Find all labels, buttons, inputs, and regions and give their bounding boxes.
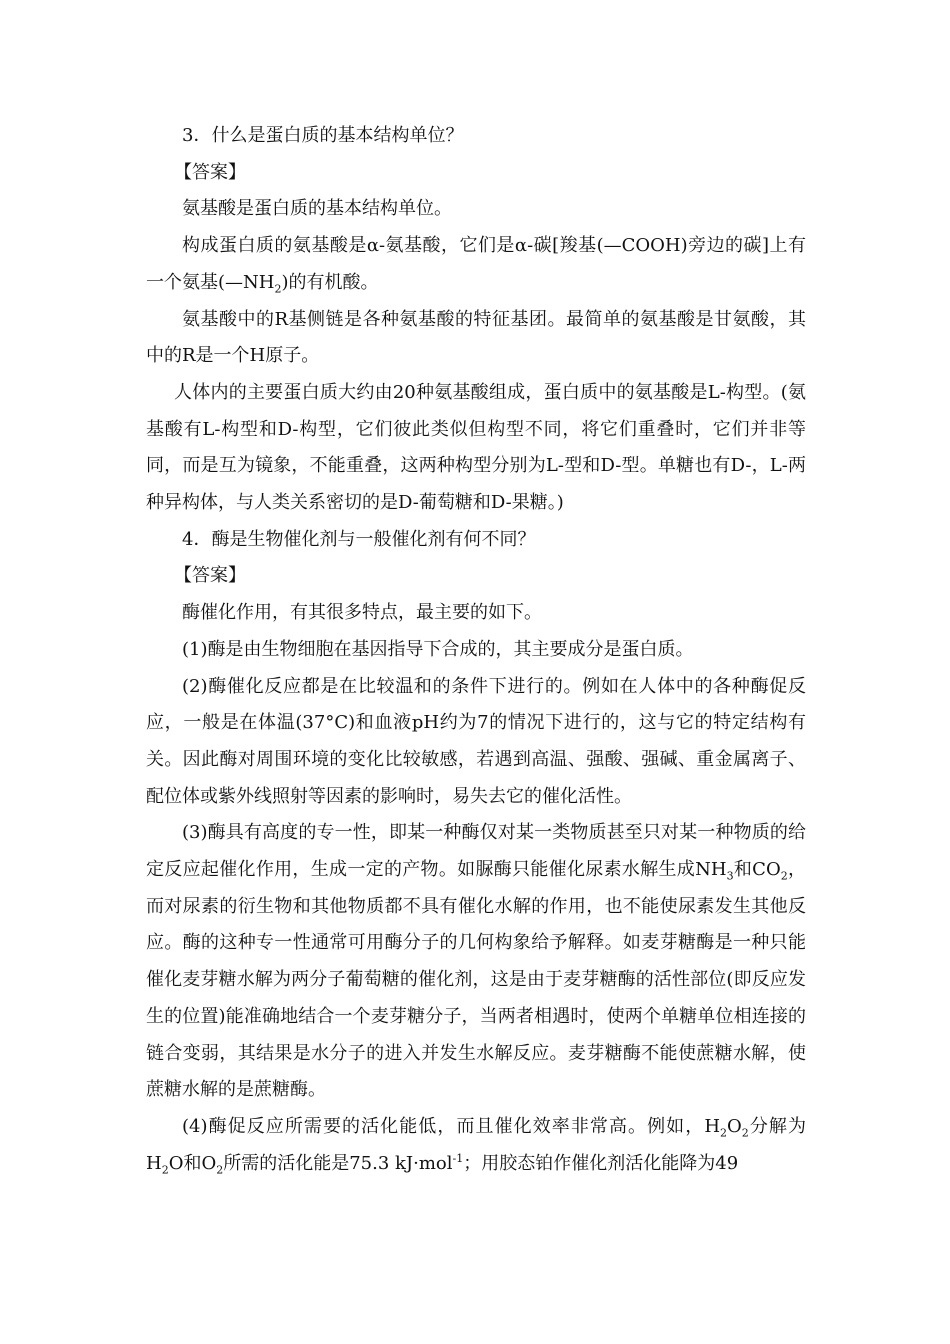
document-page — [146, 118, 806, 1182]
question-4-answer-tag: 【答案】 — [174, 565, 246, 587]
subscript: 3 — [726, 869, 734, 883]
text-segment: 构成蛋白质的氨基酸是α-氨基酸，它们是α-碳[羧基(—COOH)旁边的碳]上有一个氨基(—NH — [146, 235, 806, 293]
question-3-answer-paragraph-1: 氨基酸是蛋白质的基本结构单位。 — [182, 198, 452, 220]
superscript: -1 — [452, 1151, 464, 1165]
subscript: 2 — [274, 282, 282, 296]
question-4-heading: 4．酶是生物催化剂与一般催化剂有何不同？ — [182, 528, 536, 550]
text-segment: ，而对尿素的衍生物和其他物质都不具有催化水解的作用，也不能使尿素发生其他反应。酶的这种专一性通常可用酶分子的几何构象给予解释。如麦芽糖酶是一种只能催化麦芽糖水解为两分子葡萄糖的催化剂，这是由于麦芽糖酶的活性部位(即反应发生的位置)能准确地结合一个麦芽糖分子，当两者相遇时，使两个单糖单位相连接的链合变弱，其结果是水分子的进入并发生水解反应。麦芽糖酶不能使蔗糖水解，使蔗糖水解的是蔗糖酶。 — [146, 859, 807, 1101]
question-4-answer-paragraph-1: 酶催化作用，有其很多特点，最主要的如下。 — [182, 602, 542, 624]
text-segment: 所需的活化能是75.3 kJ·mol — [223, 1152, 453, 1174]
question-4-answer-paragraph-2: (1)酶是由生物细胞在基因指导下合成的，其主要成分是蛋白质。 — [182, 638, 694, 660]
question-4-answer-paragraph-4 — [146, 815, 806, 1109]
subscript: 2 — [720, 1126, 728, 1140]
question-4-answer-paragraph-3: (2)酶催化反应都是在比较温和的条件下进行的。例如在人体中的各种酶促反应，一般是在体温(37°C)和血液pH约为7的情况下进行的，这与它的特定结构有关。因此酶对周围环境的变化比较敏感，若遇到高温、强酸、强碱、重金属离子、配位体或紫外线照射等因素的影响时，易失去它的催化活性。 — [146, 675, 806, 807]
subscript: 2 — [780, 869, 788, 883]
text-segment: (4)酶促反应所需要的活化能低，而且催化效率非常高。例如，H — [182, 1115, 721, 1137]
text-segment: 和CO — [733, 859, 781, 881]
question-3-answer-paragraph-2 — [146, 228, 806, 301]
text-segment: O — [727, 1115, 742, 1137]
text-segment: )的有机酸。 — [281, 271, 379, 293]
question-3-heading: 3．什么是蛋白质的基本结构单位？ — [182, 125, 464, 146]
text-segment: 分解为H — [146, 1115, 806, 1174]
question-4-answer-paragraph-5 — [146, 1109, 806, 1182]
subscript: 2 — [161, 1163, 169, 1177]
question-3-answer-paragraph-4: 人体内的主要蛋白质大约由20种氨基酸组成，蛋白质中的氨基酸是L-构型。(氨基酸有L-构型和D-构型，它们彼此类似但构型不同，将它们重叠时，它们并非等同，而是互为镜象，不能重叠，这两种构型分别为L-型和D-型。单糖也有D-，L-两种异构体，与人类关系密切的是D-葡萄糖和D-果糖。) — [146, 381, 806, 514]
question-3-answer-paragraph-3: 氨基酸中的R基侧链是各种氨基酸的特征基团。最简单的氨基酸是甘氨酸，其中的R是一个H原子。 — [146, 308, 806, 367]
subscript: 2 — [216, 1163, 224, 1177]
text-segment: ；用胶态铂作催化剂活化能降为49 — [463, 1152, 739, 1174]
subscript: 2 — [741, 1126, 749, 1140]
text-segment: (3)酶具有高度的专一性，即某一种酶仅对某一类物质甚至只对某一种物质的给定反应起催化作用，生成一定的产物。如脲酶只能催化尿素水解生成NH — [146, 822, 806, 881]
question-3-answer-tag: 【答案】 — [174, 161, 246, 183]
text-segment: O和O — [168, 1152, 217, 1174]
